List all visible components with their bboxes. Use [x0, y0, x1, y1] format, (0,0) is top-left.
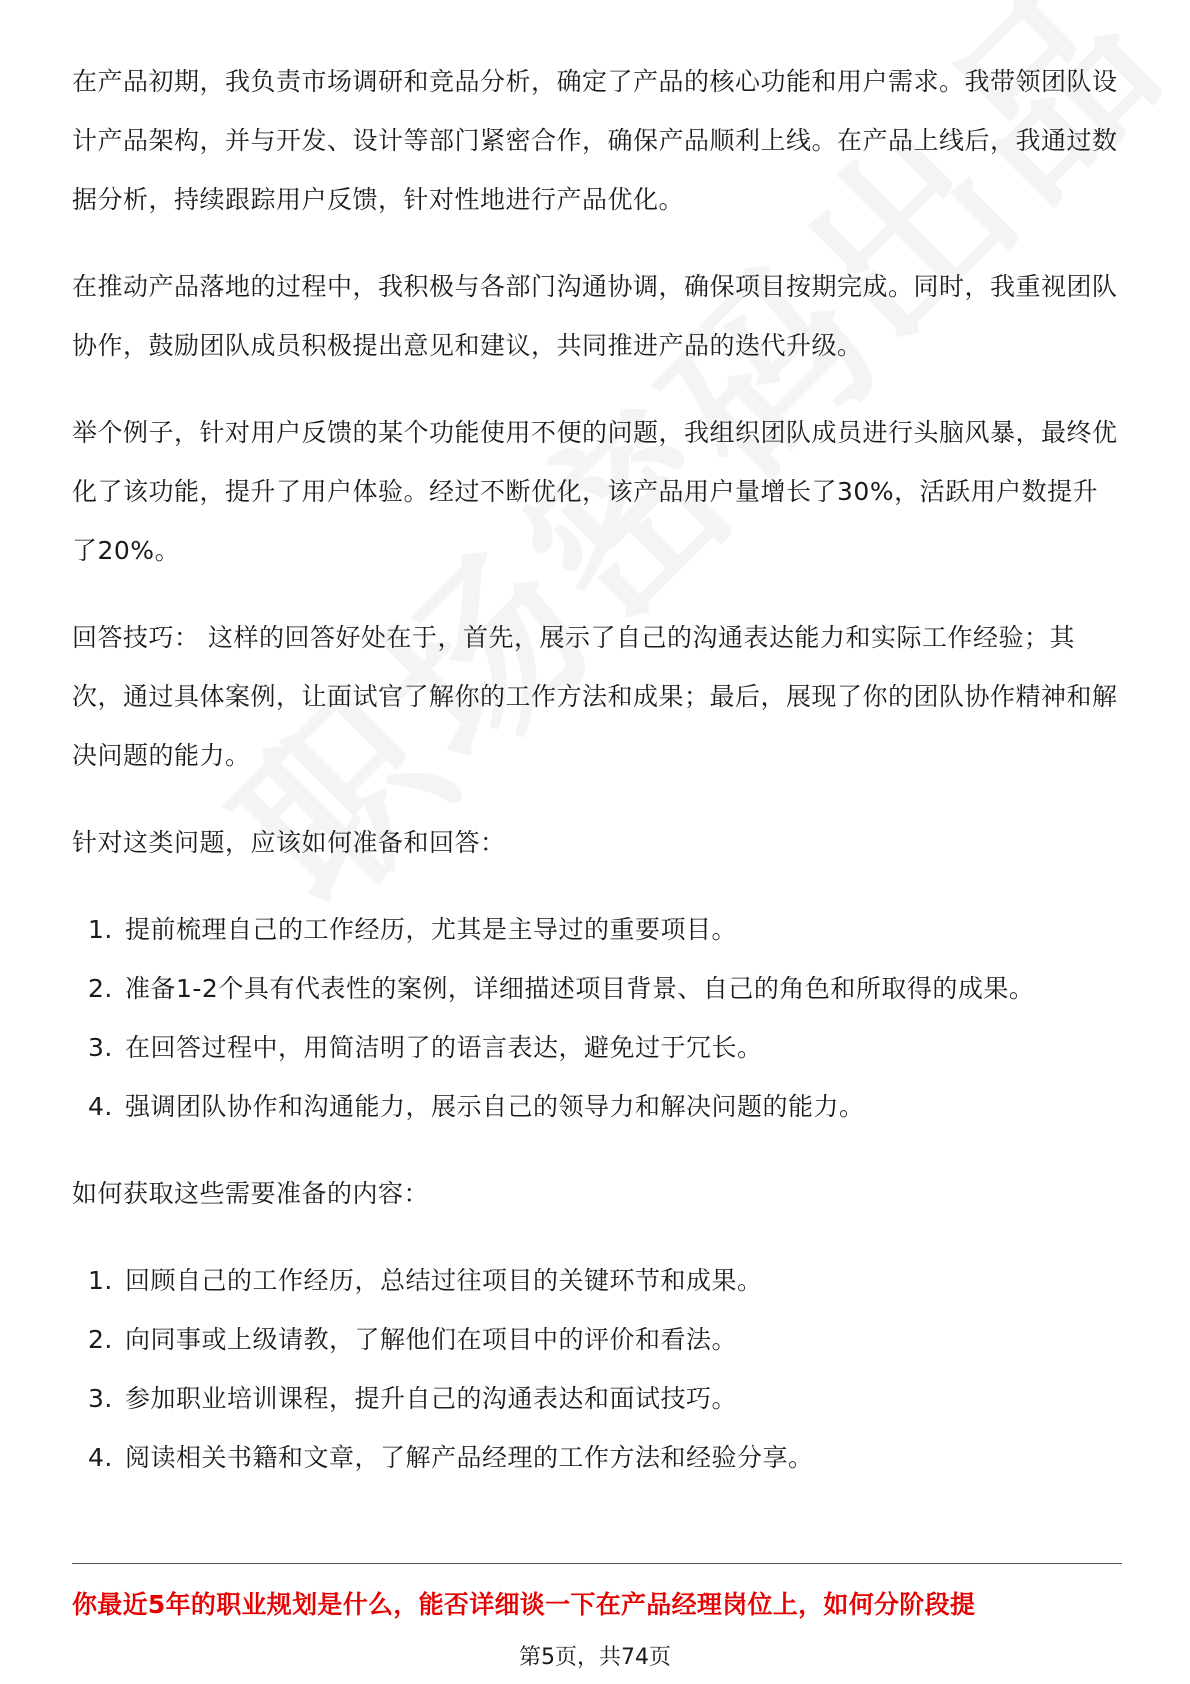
list-item	[72, 1369, 1122, 1428]
paragraph-product-early-stage: 在产品初期，我负责市场调研和竞品分析，确定了产品的核心功能和用户需求。我带领团队设计产品架构，并与开发、设计等部门紧密合作，确保产品顺利上线。在产品上线后，我通过数据分析，持续跟踪用户反馈，针对性地进行产品优化。	[72, 67, 1118, 214]
document-body	[72, 52, 1122, 1515]
list-item-text: 提前梳理自己的工作经历，尤其是主导过的重要项目。	[125, 915, 738, 944]
list-item	[72, 900, 1122, 959]
paragraph-answer-tips: 回答技巧： 这样的回答好处在于，首先，展示了自己的沟通表达能力和实际工作经验；其次，通过具体案例，让面试官了解你的工作方法和成果；最后，展现了你的团队协作精神和解决问题的能力。	[72, 623, 1118, 770]
list-number: 4.	[88, 1092, 113, 1121]
list-number: 3.	[88, 1384, 113, 1413]
section-divider	[72, 1563, 1122, 1564]
paragraph-product-landing: 在推动产品落地的过程中，我积极与各部门沟通协调，确保项目按期完成。同时，我重视团队协作，鼓励团队成员积极提出意见和建议，共同推进产品的迭代升级。	[72, 272, 1118, 360]
list-number: 3.	[88, 1033, 113, 1062]
list-item-text: 参加职业培训课程，提升自己的沟通表达和面试技巧。	[125, 1384, 738, 1413]
list-number: 2.	[88, 974, 113, 1003]
next-question-heading: 你最近5年的职业规划是什么，能否详细谈一下在产品经理岗位上，如何分阶段提	[72, 1590, 976, 1619]
list-item-text: 在回答过程中，用简洁明了的语言表达，避免过于冗长。	[125, 1033, 763, 1062]
list-item	[72, 1018, 1122, 1077]
list-number: 1.	[88, 915, 113, 944]
list-item-text: 准备1-2个具有代表性的案例，详细描述项目背景、自己的角色和所取得的成果。	[125, 974, 1035, 1003]
list-number: 2.	[88, 1325, 113, 1354]
list-number: 1.	[88, 1266, 113, 1295]
list-number: 4.	[88, 1443, 113, 1472]
list-item	[72, 1428, 1122, 1487]
list-item-text: 回顾自己的工作经历，总结过往项目的关键环节和成果。	[125, 1266, 763, 1295]
list-item	[72, 1077, 1122, 1136]
prepare-heading: 针对这类问题，应该如何准备和回答：	[72, 828, 506, 857]
list-item-text: 向同事或上级请教，了解他们在项目中的评价和看法。	[125, 1325, 738, 1354]
list-item	[72, 1310, 1122, 1369]
list-item	[72, 959, 1122, 1018]
list-item-text: 强调团队协作和沟通能力，展示自己的领导力和解决问题的能力。	[125, 1092, 865, 1121]
paragraph-example: 举个例子，针对用户反馈的某个功能使用不便的问题，我组织团队成员进行头脑风暴，最终优化了该功能，提升了用户体验。经过不断优化，该产品用户量增长了30%，活跃用户数提升了20%。	[72, 418, 1118, 565]
list-item-text: 阅读相关书籍和文章，了解产品经理的工作方法和经验分享。	[125, 1443, 814, 1472]
list-item	[72, 1251, 1122, 1310]
page-number: 第5页，共74页	[519, 1645, 671, 1670]
obtain-list	[72, 1251, 1122, 1487]
prepare-list	[72, 900, 1122, 1136]
obtain-heading: 如何获取这些需要准备的内容：	[72, 1179, 430, 1208]
